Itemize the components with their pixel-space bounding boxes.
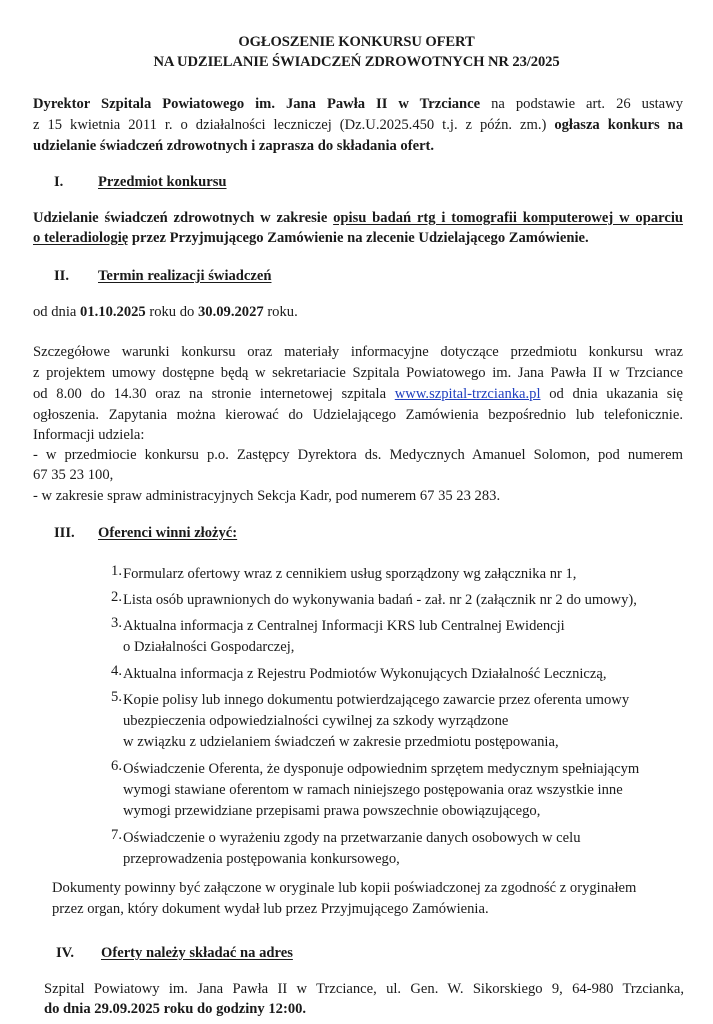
section-1-body-line-1 <box>33 208 683 228</box>
date-from: 01.10.2025 <box>80 304 146 320</box>
period-text: roku. <box>263 304 298 320</box>
section-3-number: III. <box>54 525 75 541</box>
list-item-4-number: 4. <box>111 663 122 679</box>
list-item-5-cont-1: ubezpieczenia odpowiedzialności cywilnej za szkody wyrządzone <box>123 713 509 729</box>
subject-underlined: opisu badań rtg i tomografii komputerowej w oparciu <box>333 210 683 226</box>
list-item-5: Kopie polisy lub innego dokumentu potwierdzającego zawarcie przez oferenta umowy <box>123 692 630 708</box>
list-item-7-number: 7. <box>111 827 122 843</box>
intro-line-2 <box>33 115 683 135</box>
section-2-title: Termin realizacji świadczeń <box>98 268 272 284</box>
intro-line-3 <box>33 136 683 156</box>
list-item-7-cont: przeprowadzenia postępowania konkursowego, <box>123 851 400 867</box>
section-1-body-line-2 <box>33 228 683 248</box>
subject-text: Udzielanie świadczeń zdrowotnych w zakresie <box>33 210 334 226</box>
section-2-body <box>33 302 683 322</box>
documents-note-line-2: przez organ, który dokument wydał lub przez Przyjmującego Zamówienia. <box>52 901 489 917</box>
document-title-line1: OGŁOSZENIE KONKURSU OFERT <box>238 34 475 50</box>
list-item-1: Formularz ofertowy wraz z cennikiem usług sporządzony wg załącznika nr 1, <box>123 566 577 582</box>
announcement-text: ogłasza konkurs na <box>554 117 684 133</box>
section-1-number: I. <box>54 174 64 190</box>
list-item-2: Lista osób uprawnionych do wykonywania badań - zał. nr 2 (załącznik nr 2 do umowy), <box>123 592 637 608</box>
intro-text: na podstawie art. 26 ustawy <box>491 96 683 112</box>
contact-medical-phone: 67 35 23 100, <box>33 467 114 483</box>
legal-basis: z 15 kwietnia 2011 r. o działalności leczniczej (Dz.U.2025.450 t.j. z późn. zm.) <box>33 117 547 133</box>
list-item-7: Oświadczenie o wyrażeniu zgody na przetwarzanie danych osobowych w celu <box>123 830 581 846</box>
list-item-6-cont-2: wymogi przewidziane przepisami prawa powszechnie obowiązującego, <box>123 803 541 819</box>
details-line-1: Szczegółowe warunki konkursu oraz materiały informacyjne dotyczące przedmiotu konkursu wraz <box>33 344 683 360</box>
contact-admin: - w zakresie spraw administracyjnych Sekcja Kadr, pod numerem 67 35 23 283. <box>33 488 501 504</box>
period-text: od dnia <box>33 304 81 320</box>
subject-text-cont: przez Przyjmującego Zamówienie na zlecenie Udzielającego Zamówienie. <box>128 230 589 246</box>
list-item-5-cont-2: w związku z udzielaniem świadczeń w zakresie przedmiotu postępowania, <box>123 734 559 750</box>
section-4-title: Oferty należy składać na adres <box>101 945 293 961</box>
details-text: od 8.00 do 14.30 oraz na stronie internetowej szpitala <box>33 386 387 402</box>
hospital-website-link[interactable]: www.szpital-trzcianka.pl <box>394 386 541 402</box>
list-item-1-number: 1. <box>111 563 122 579</box>
announcement-text-cont: udzielanie świadczeń zdrowotnych i zaprasza do składania ofert. <box>33 138 435 154</box>
list-item-4: Aktualna informacja z Rejestru Podmiotów Wykonujących Działalność Leczniczą, <box>123 666 607 682</box>
section-3-title: Oferenci winni złożyć: <box>98 525 238 541</box>
period-text: roku do <box>145 304 198 320</box>
list-item-3-cont: o Działalności Gospodarczej, <box>123 639 295 655</box>
details-line-4: ogłoszenia. Zapytania można kierować do Udzielającego Zamówienia bezpośrednio lub telefonicznie. <box>33 407 683 423</box>
section-2-number: II. <box>54 268 70 284</box>
document-title-line2: NA UDZIELANIE ŚWIADCZEŃ ZDROWOTNYCH NR 23/2025 <box>153 54 560 70</box>
submission-address: Szpital Powiatowy im. Jana Pawła II w Trzciance, ul. Gen. W. Sikorskiego 9, 64-980 Trzcianka, <box>44 981 684 997</box>
details-line-3 <box>33 384 683 404</box>
list-item-6: Oświadczenie Oferenta, że dysponuje odpowiednim sprzętem medycznym spełniającym <box>123 761 640 777</box>
submission-deadline: do dnia 29.09.2025 roku do godziny 12:00. <box>44 1001 307 1017</box>
contact-medical: - w przedmiocie konkursu p.o. Zastępcy Dyrektora ds. Medycznych Amanuel Solomon, pod numerem <box>33 447 683 463</box>
details-text: od dnia ukazania się <box>549 386 684 402</box>
section-1-title: Przedmiot konkursu <box>98 174 227 190</box>
details-line-5: Informacji udziela: <box>33 427 145 443</box>
director-name: Dyrektor Szpitala Powiatowego im. Jana Pawła II w Trzciance <box>33 96 481 112</box>
subject-underlined-cont: o teleradiologię <box>33 230 129 246</box>
intro-line-1 <box>33 94 683 114</box>
details-line-2: z projektem umowy dostępne będą w sekretariacie Szpitala Powiatowego im. Jana Pawła II w Trzciance <box>33 365 683 381</box>
list-item-6-number: 6. <box>111 758 122 774</box>
list-item-3: Aktualna informacja z Centralnej Informacji KRS lub Centralnej Ewidencji <box>123 618 565 634</box>
list-item-2-number: 2. <box>111 589 122 605</box>
section-4-number: IV. <box>56 945 74 961</box>
list-item-3-number: 3. <box>111 615 122 631</box>
date-to: 30.09.2027 <box>198 304 264 320</box>
list-item-6-cont-1: wymogi stawiane oferentom w ramach niniejszego postępowania oraz wszystkie inne <box>123 782 623 798</box>
documents-note-line-1: Dokumenty powinny być załączone w oryginale lub kopii poświadczonej za zgodność z oryginałem <box>52 880 637 896</box>
list-item-5-number: 5. <box>111 689 122 705</box>
